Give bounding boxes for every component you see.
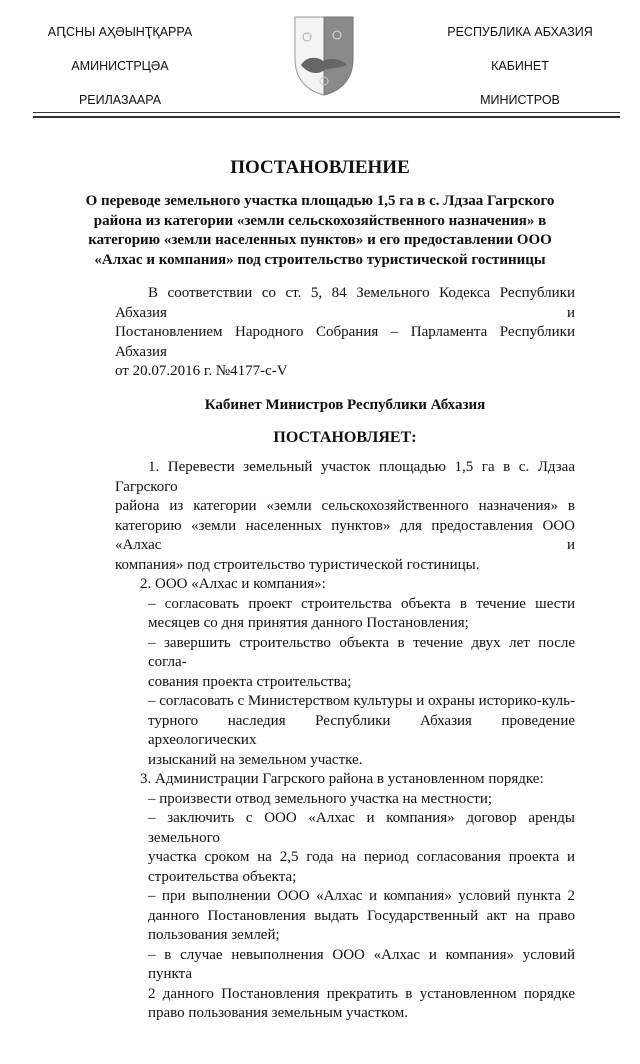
clause-3-item: данного Постановления выдать Государственный акт на право [148, 907, 575, 924]
header-line: АԤСНЫ АҲӘЫНҬҚАРРА [47, 25, 193, 39]
clause-2-item: сования проекта строительства; [148, 673, 352, 690]
authority: Кабинет Министров Республики Абхазия [204, 396, 486, 413]
subject-line: категорию «земли населенных пунктов» и его предоставлении ООО [88, 232, 552, 248]
clause-1-line: 1. Перевести земельный участок площадью 1,5 га в с. Лдзаа Гагрского [115, 459, 575, 495]
header-line: РЕСПУБЛИКА АБХАЗИЯ [447, 25, 593, 39]
clause-2-item: – завершить строительство объекта в течение двух лет после согла- [148, 634, 575, 670]
preamble-line: Постановлением Народного Собрания – Парламента Республики Абхазия [115, 324, 575, 360]
header-line: РЕИЛАЗААРА [78, 93, 162, 107]
clause-3-item: участка сроком на 2,5 года на период согласования проекта и [148, 849, 575, 865]
clause-3-item: – при выполнении ООО «Алхас и компания» условий пункта 2 [148, 888, 575, 904]
clause-2-item: – согласовать проект строительства объекта в течение шести [148, 595, 575, 612]
coat-of-arms-icon [293, 15, 355, 97]
header-line: МИНИСТРОВ [480, 93, 560, 107]
preamble [115, 284, 575, 382]
subject-line: О переводе земельного участка площадью 1,5 га в с. Лдзаа Гагрского [85, 193, 555, 209]
preamble-line: от 20.07.2016 г. №4177-с-V [115, 363, 288, 379]
clause-1-line: компания» под строительство туристической гостиницы. [115, 556, 480, 573]
letterhead [0, 0, 640, 126]
clause-2: 2. ООО «Алхас и компания»: [140, 576, 326, 592]
header-divider [33, 116, 620, 118]
clauses [115, 458, 575, 1024]
subject-line: «Алхас и компания» под строительство туристической гостиницы [94, 251, 546, 268]
clause-1-line: района из категории «земли сельскохозяйственного назначения» в [115, 498, 575, 514]
clause-2-item: турного наследия Республики Абхазия проведение археологических [148, 712, 575, 748]
header-line: КАБИНЕТ [491, 59, 549, 73]
clause-2-item: месяцев со дня принятия данного Постановления; [148, 615, 469, 631]
subject [50, 192, 590, 270]
clause-3: 3. Администрации Гагрского района в установленном порядке: [140, 771, 544, 787]
decree-heading: ПОСТАНОВЛЯЕТ: [273, 429, 417, 446]
header-divider [33, 112, 620, 113]
clause-3-item: строительства объекта; [148, 868, 297, 885]
clause-3-item: – заключить с ООО «Алхас и компания» договор аренды земельного [148, 810, 575, 846]
document-body [0, 126, 640, 1064]
clause-1-line: категорию «земли населенных пунктов» для предоставления ООО «Алхас и [115, 517, 575, 553]
preamble-line: В соответствии со ст. 5, 84 Земельного Кодекса Республики Абхазия и [115, 285, 575, 321]
clause-2-item: – согласовать с Министерством культуры и охраны историко-куль- [148, 693, 575, 709]
header-line: АМИНИСТРЦӘА [71, 59, 169, 73]
document-title: ПОСТАНОВЛЕНИЕ [230, 157, 410, 178]
clause-3-item: – в случае невыполнения ООО «Алхас и компания» условий пункта [148, 946, 575, 982]
clause-2-item: изысканий на земельном участке. [148, 751, 363, 768]
clause-3-item: – произвести отвод земельного участка на местности; [148, 790, 493, 807]
header-russian [420, 22, 620, 124]
clause-3-item: пользования землей; [148, 927, 280, 943]
clause-3-item: 2 данного Постановления прекратить в установленном порядке [148, 985, 575, 1002]
clause-3-item: право пользования земельным участком. [148, 1005, 408, 1021]
header-abkhaz [20, 22, 220, 124]
subject-line: района из категории «земли сельскохозяйственного назначения» в [93, 212, 547, 229]
